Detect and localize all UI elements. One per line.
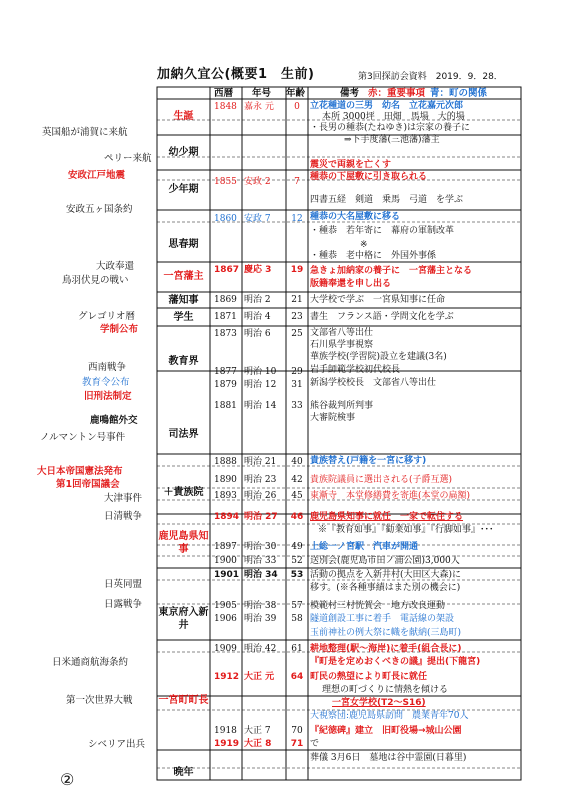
nengo-cell: 明治 34 <box>244 570 278 580</box>
event-label: 日米通商航海条約 <box>52 657 129 668</box>
year-cell: 1879 <box>214 380 237 390</box>
age-cell: 52 <box>291 556 303 566</box>
nengo-cell: 明治 12 <box>244 380 277 390</box>
note-line: 移す。(※各種事績はまた別の機会に) <box>310 583 461 593</box>
age-cell: 19 <box>290 265 304 275</box>
period-label: 藩知事 <box>168 295 199 306</box>
period-label: 幼少期 <box>168 147 199 158</box>
year-cell: 1900 <box>214 556 237 566</box>
note-line: 理想の町づくりに情熱を傾ける <box>322 685 449 695</box>
year-cell: 1855 <box>214 177 237 187</box>
age-cell: 12 <box>291 214 303 224</box>
year-cell: 1860 <box>214 214 237 224</box>
year-cell: 1905 <box>214 601 237 611</box>
year-cell: 1873 <box>214 329 237 339</box>
year-cell: 1881 <box>214 401 237 411</box>
event-label: 第1回帝国議会 <box>56 479 120 490</box>
year-cell: 1871 <box>214 312 237 322</box>
event-label: 学制公布 <box>100 324 139 335</box>
age-cell: 57 <box>291 601 303 611</box>
event-label: 日英同盟 <box>104 579 143 590</box>
age-cell: 46 <box>290 512 304 522</box>
note-line: 送別会(鹿児島市田ノ浦公園)3,000人 <box>310 556 460 566</box>
age-cell: 29 <box>291 367 303 377</box>
year-cell: 1848 <box>214 102 237 112</box>
age-cell: 21 <box>291 295 303 305</box>
nengo-cell: 慶応 3 <box>244 265 272 275</box>
nengo-cell: 明治 42 <box>244 644 277 654</box>
note-line: 立花種道の三男 幼名 立花嘉元次郎 <box>310 101 464 111</box>
header-legend-red: 赤：重要事項 <box>368 88 426 99</box>
period-label: 一宮町町長 <box>158 695 209 706</box>
period-label: ＋貴族院 <box>163 487 204 498</box>
age-cell: 53 <box>290 570 304 580</box>
note-line: 貴族院議員に選出される(子爵互選) <box>310 475 453 485</box>
year-cell: 1912 <box>214 672 240 682</box>
period-label: 少年期 <box>168 184 199 195</box>
nengo-cell: 明治 39 <box>244 614 277 624</box>
nengo-cell: 明治 30 <box>244 542 277 552</box>
age-cell: 58 <box>291 614 303 624</box>
age-cell: 33 <box>291 401 303 411</box>
note-line: ・種恭 若年寄に 幕府の軍制改革 <box>310 226 455 236</box>
period-label: 一宮藩主 <box>163 271 204 282</box>
age-cell: 0 <box>294 102 300 112</box>
event-label: 西南戦争 <box>88 362 127 373</box>
note-line: 新潟学校校長 文部省八等出仕 <box>310 378 437 388</box>
nengo-cell: 明治 10 <box>244 367 277 377</box>
period-label: 鹿児島県知事 <box>158 531 209 555</box>
note-line: 岩手師範学校初代校長 <box>310 365 401 375</box>
age-cell: 31 <box>291 380 303 390</box>
nengo-cell: 明治 27 <box>244 512 278 522</box>
note-line: 大審院検事 <box>310 413 356 423</box>
note-line: 大学校で学ぶ 一宮県知事に任命 <box>310 295 446 305</box>
period-label: 東京府入新井 <box>158 607 209 631</box>
age-cell: 42 <box>291 475 303 485</box>
page-title: 加納久宜公(概要1 生前) <box>157 67 315 82</box>
note-line: 『町是を定めおくべきの議』提出(下龍宮) <box>310 657 481 667</box>
note-line: 震災で両親を亡くす <box>310 160 392 170</box>
note-line: 玉前神社の例大祭に幟を献納(三島町) <box>310 628 462 638</box>
note-line: 活動の拠点を入新井村(大田区大森)に <box>310 570 462 580</box>
header-biko: 備考 <box>340 88 360 99</box>
age-cell: 40 <box>291 457 303 467</box>
age-cell: 23 <box>291 312 303 322</box>
age-cell: 7 <box>294 177 300 187</box>
nengo-cell: 嘉永 元 <box>244 102 274 112</box>
nengo-cell: 明治 38 <box>244 601 277 611</box>
year-cell: 1906 <box>214 614 237 624</box>
note-line: ※『教育如事』『勧業如事』『行脚如事』･･･ <box>318 525 494 535</box>
year-cell: 1888 <box>214 457 237 467</box>
note-line: 種恭の下屋敷に引き取られる <box>310 172 428 182</box>
note-line: 石川県学事視察 <box>310 340 374 350</box>
event-label: 英国船が浦賀に来航 <box>42 127 128 138</box>
note-line: 『紀徳碑』建立 旧町役場→城山公園 <box>310 726 462 736</box>
nengo-cell: 大正 8 <box>244 739 272 749</box>
nengo-cell: 明治 23 <box>244 475 277 485</box>
event-label: 鹿鳴館外交 <box>90 415 138 426</box>
note-line: 四書五経 剣道 乗馬 弓道 を学ぶ <box>310 195 464 205</box>
note-line: 版籍奉還を申し出る <box>310 279 392 289</box>
period-label: 思春期 <box>168 239 199 250</box>
period-label: 司法界 <box>168 429 199 440</box>
event-label: 日清戦争 <box>104 511 143 522</box>
age-cell: 25 <box>291 329 303 339</box>
age-cell: 71 <box>290 739 304 749</box>
note-line: 本所 3000坪 田畑 馬場 大的場 <box>322 112 465 122</box>
header-era: 西暦 <box>214 88 234 99</box>
year-cell: 1918 <box>214 726 237 736</box>
note-line: 町民の熱望により町長に就任 <box>310 672 428 682</box>
note-line: 模範村三村恍賀会 地方改良運動 <box>310 601 446 611</box>
period-label: 学生 <box>173 312 194 323</box>
nengo-cell: 安政 2 <box>244 177 271 187</box>
age-cell: 64 <box>290 672 304 682</box>
header-age: 年齢 <box>286 88 306 99</box>
year-cell: 1890 <box>214 475 237 485</box>
event-label: 大政奉還 <box>96 261 135 272</box>
nengo-cell: 明治 21 <box>244 457 277 467</box>
note-line: 一宮女学校(T2～S16) <box>332 698 426 708</box>
note-line: 種恭の大名屋敷に移る <box>310 212 401 222</box>
note-line: 華族学校(学習院)設立を建議(3名) <box>310 352 447 362</box>
event-label: グレゴリオ暦 <box>78 311 135 322</box>
event-label: ペリー来航 <box>104 153 152 164</box>
event-label: 旧刑法制定 <box>84 391 132 402</box>
note-line: ※ <box>360 240 368 250</box>
event-label: 安政江戸地震 <box>68 170 126 181</box>
period-label: 晩年 <box>173 767 194 778</box>
age-cell: 45 <box>291 491 303 501</box>
age-cell: 70 <box>291 726 303 736</box>
nengo-cell: 大正 7 <box>244 726 271 736</box>
event-label: 第一次世界大戦 <box>66 695 133 706</box>
header-legend-blue: 青：町の関係 <box>430 88 488 99</box>
nengo-cell: 明治 26 <box>244 491 277 501</box>
note-line: 鹿児島県知事に就任 一家で転住する <box>310 512 464 522</box>
event-label: シベリア出兵 <box>88 739 146 750</box>
note-line: ⇒下手度藩(三池藩)藩主 <box>344 135 440 145</box>
age-cell: 49 <box>291 542 303 552</box>
event-label: 安政五ヶ国条約 <box>66 204 133 215</box>
note-line: で <box>310 739 320 749</box>
year-cell: 1919 <box>214 739 240 749</box>
year-cell: 1897 <box>214 542 237 552</box>
year-cell: 1877 <box>214 367 237 377</box>
note-line: 上総一ノ宮駅 汽車が開通 <box>310 542 419 552</box>
year-cell: 1894 <box>214 512 240 522</box>
nengo-cell: 明治 4 <box>244 312 271 322</box>
nengo-cell: 明治 6 <box>244 329 271 339</box>
period-label: 教育界 <box>168 356 199 367</box>
note-line: 貴族替え(戸籍を一宮に移す) <box>310 456 427 466</box>
nengo-cell: 明治 2 <box>244 295 271 305</box>
note-line: 文部省八等出仕 <box>310 328 374 338</box>
note-line: 東漸寺 本堂修繕費を寄進(本堂の扁額) <box>310 491 471 501</box>
nengo-cell: 明治 33 <box>244 556 277 566</box>
year-cell: 1893 <box>214 491 237 501</box>
event-label: 大津事件 <box>104 493 143 504</box>
nengo-cell: 安政 7 <box>244 214 271 224</box>
nengo-cell: 明治 14 <box>244 401 277 411</box>
event-label: 教育令公布 <box>82 377 130 388</box>
year-cell: 1909 <box>214 644 237 654</box>
note-line: 急きょ加納家の養子に 一宮藩主となる <box>310 266 473 276</box>
page-number: ② <box>60 770 75 789</box>
nengo-cell: 大正 元 <box>244 672 275 682</box>
year-cell: 1867 <box>214 265 240 275</box>
note-line: 隧道創設工事に着手 電話線の架設 <box>310 614 455 624</box>
year-cell: 1869 <box>214 295 237 305</box>
event-label: 鳥羽伏見の戦い <box>62 275 129 286</box>
period-label: 生誕 <box>173 111 194 122</box>
year-cell: 1901 <box>214 570 240 580</box>
note-line: ・長男の種恭(たねゆき)は宗家の養子に <box>310 123 471 133</box>
note-line: ・種恭 老中格に 外国外事係 <box>310 251 437 261</box>
note-line: 葬儀 3月6日 墓地は谷中霊園(日暮里) <box>310 753 467 763</box>
header-nengo: 年号 <box>252 88 272 99</box>
document-subtitle: 第3回探訪会資料 2019．9．28． <box>358 72 503 82</box>
age-cell: 61 <box>291 644 303 654</box>
event-label: ノルマントン号事件 <box>40 432 126 443</box>
note-line: 書生 フランス語・学問文化を学ぶ <box>310 312 454 322</box>
event-label: 日露戦争 <box>104 599 143 610</box>
note-line: 熊谷裁判所判事 <box>310 401 374 411</box>
event-label: 大日本帝国憲法発布 <box>37 466 123 477</box>
note-line: 耕地整理(駅～海岸)に着手(組合長に) <box>310 644 462 654</box>
note-line: 大視察団:鹿児島県訪問 農業青年70人 <box>310 711 469 721</box>
